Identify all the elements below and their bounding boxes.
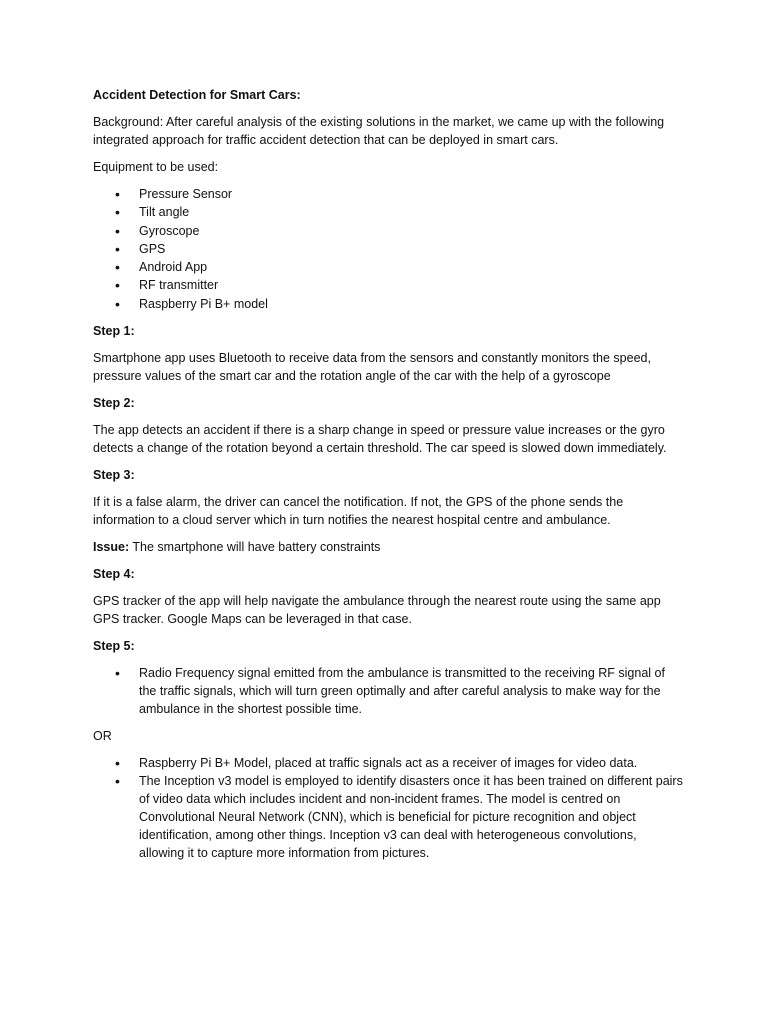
issue-paragraph [93,538,683,556]
step3-heading: Step 3: [93,468,135,483]
list-item: • Raspberry Pi B+ model [93,295,683,313]
list-item: • Gyroscope [93,222,683,240]
step2-text: The app detects an accident if there is a sharp change in speed or pressure value increases or the gyro detects a change of the rotation beyond a certain threshold. The car speed is slowed down immediately. [93,423,667,456]
list-item: • Raspberry Pi B+ Model, placed at traffic signals act as a receiver of images for video data. [93,754,683,772]
step5-heading: Step 5: [93,639,135,654]
background-paragraph: Background: After careful analysis of the existing solutions in the market, we came up with the following integrated approach for traffic accident detection that can be deployed in smart cars. [93,115,665,147]
issue-label: Issue: [93,540,130,555]
equipment-heading: Equipment to be used: [93,160,219,174]
list-item: • The Inception v3 model is employed to identify disasters once it has been trained on different pairs of video data which includes incident and non-incident frames. The model is centred on Convolutional Neural Network (CNN), which is beneficial for picture recognition and object identification, among other things. Inception v3 can deal with heterogeneous convolutions, allowing it to capture more information from pictures. [93,772,683,862]
or-separator: OR [93,729,112,744]
step5-list-a [93,664,683,718]
equipment-list [93,185,683,313]
step3-text: If it is a false alarm, the driver can cancel the notification. If not, the GPS of the phone sends the information to a cloud server which in turn notifies the nearest hospital centre and ambulance. [93,495,624,528]
list-item: • Pressure Sensor [93,185,683,203]
list-item: • Tilt angle [93,203,683,221]
step1-heading: Step 1: [93,324,135,339]
step2-heading: Step 2: [93,396,135,411]
document-page [93,86,683,871]
list-item: • RF transmitter [93,276,683,294]
step5-list-b [93,754,683,862]
list-item: • Radio Frequency signal emitted from the ambulance is transmitted to the receiving RF signal of the traffic signals, which will turn green optimally and after careful analysis to make way for the ambulance in the shortest possible time. [93,664,683,718]
issue-text: The smartphone will have battery constraints [129,540,381,555]
step1-text: Smartphone app uses Bluetooth to receive data from the sensors and constantly monitors the speed, pressure values of the smart car and the rotation angle of the car with the help of a gyroscope [93,351,651,384]
list-item: • GPS [93,240,683,258]
step4-heading: Step 4: [93,567,135,582]
document-title: Accident Detection for Smart Cars: [93,88,301,102]
step4-text: GPS tracker of the app will help navigate the ambulance through the nearest route using the same app GPS tracker. Google Maps can be leveraged in that case. [93,594,661,627]
list-item: • Android App [93,258,683,276]
